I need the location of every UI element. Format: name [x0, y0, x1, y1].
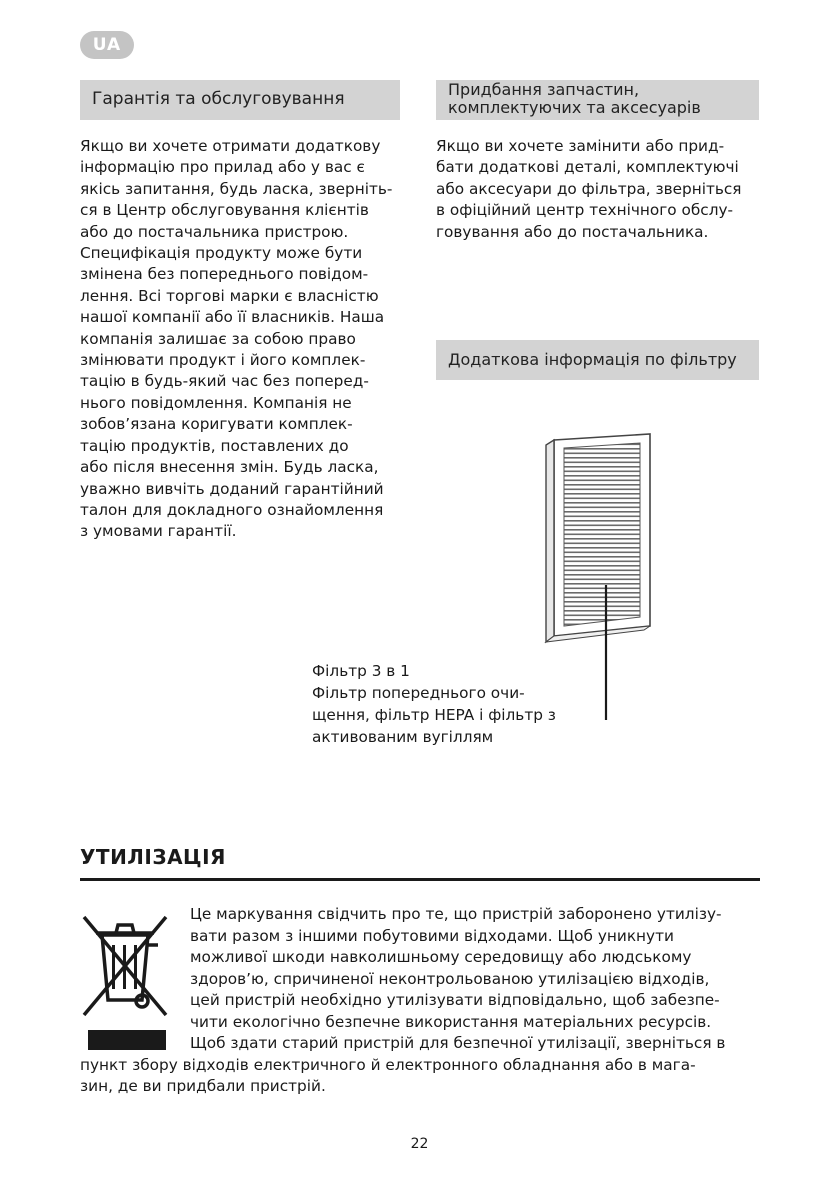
- text-line: нашої компанії або її власників. Наша: [80, 308, 385, 327]
- text-line: з умовами гарантії.: [80, 522, 237, 541]
- disposal-title: УТИЛІЗАЦІЯ: [80, 845, 226, 869]
- text-line: пункт збору відходів електричного й електронного обладнання або в мага-: [80, 1055, 696, 1074]
- text-line: Це маркування свідчить про те, що пристрій заборонено утилізу-: [190, 905, 722, 923]
- caption-line: Фільтр 3 в 1: [312, 662, 410, 680]
- text-line: компанія залишає за собою право: [80, 329, 356, 348]
- text-line: вати разом з іншими побутовими відходами. Щоб уникнути: [190, 926, 674, 945]
- text-line: Якщо ви хочете замінити або прид-: [436, 137, 725, 155]
- warranty-text: [80, 136, 400, 543]
- text-line: ся в Центр обслуговування клієнтів: [80, 201, 369, 220]
- text-line: або після внесення змін. Будь ласка,: [80, 458, 379, 477]
- filter-info-heading: Додаткова інформація по фільтру: [436, 340, 759, 380]
- text-line: зин, де ви придбали пристрій.: [80, 1077, 326, 1095]
- text-line: або аксесуари до фільтра, зверніться: [436, 179, 742, 198]
- text-line: Специфікація продукту може бути: [80, 244, 363, 263]
- parts-heading: [436, 80, 759, 120]
- parts-heading-line: Придбання запчастин,: [448, 80, 640, 99]
- caption-line: Фільтр попереднього очи-: [312, 684, 525, 702]
- text-line: або до постачальника пристрою.: [80, 222, 349, 241]
- text-line: бати додаткові деталі, комплектуючі: [436, 158, 739, 177]
- text-line: нього повідомлення. Компанія не: [80, 393, 352, 412]
- text-line: інформацію про прилад або у вас є: [80, 158, 365, 177]
- text-line: цей пристрій необхідно утилізувати відповідально, щоб забезпе-: [190, 991, 720, 1009]
- text-line: здоров’ю, спричиненої неконтрольованою утилізацією відходів,: [190, 969, 710, 988]
- text-line: в офіційний центр технічного обслу-: [436, 201, 734, 220]
- text-line: можливої шкоди навколишньому середовищу або людському: [190, 948, 692, 966]
- disposal-text: [80, 904, 770, 1098]
- text-line: змінена без попереднього повідом-: [80, 265, 369, 284]
- page-number: 22: [410, 1136, 429, 1152]
- caption-line: щення, фільтр HEPA і фільтр з: [312, 706, 556, 724]
- text-line: чити екологічно безпечне використання матеріальних ресурсів.: [190, 1012, 712, 1031]
- warranty-heading: Гарантія та обслуговування: [80, 80, 400, 120]
- section-divider: [80, 878, 760, 881]
- text-line: змінювати продукт і його комплек-: [80, 351, 366, 370]
- text-line: талон для докладного ознайомлення: [80, 500, 384, 519]
- text-line: тацію в будь-який час без поперед-: [80, 372, 369, 391]
- text-line: тацію продуктів, поставлених до: [80, 436, 349, 455]
- text-line: уважно вивчіть доданий гарантійний: [80, 479, 384, 498]
- parts-text: [436, 136, 761, 243]
- text-line: зобов’язана коригувати комплек-: [80, 415, 353, 434]
- text-line: Щоб здати старий пристрій для безпечної утилізації, зверніться в: [190, 1034, 726, 1052]
- parts-heading-line: комплектуючих та аксесуарів: [448, 98, 701, 117]
- caption-line: активованим вугіллям: [312, 728, 494, 746]
- text-line: Якщо ви хочете отримати додаткову: [80, 137, 381, 155]
- language-badge: UA: [80, 31, 134, 59]
- text-line: говування або до постачальника.: [436, 222, 709, 241]
- filter-caption: [312, 660, 592, 748]
- text-line: лення. Всі торгові марки є власністю: [80, 286, 379, 305]
- text-line: якісь запитання, будь ласка, звернiть-: [80, 179, 393, 198]
